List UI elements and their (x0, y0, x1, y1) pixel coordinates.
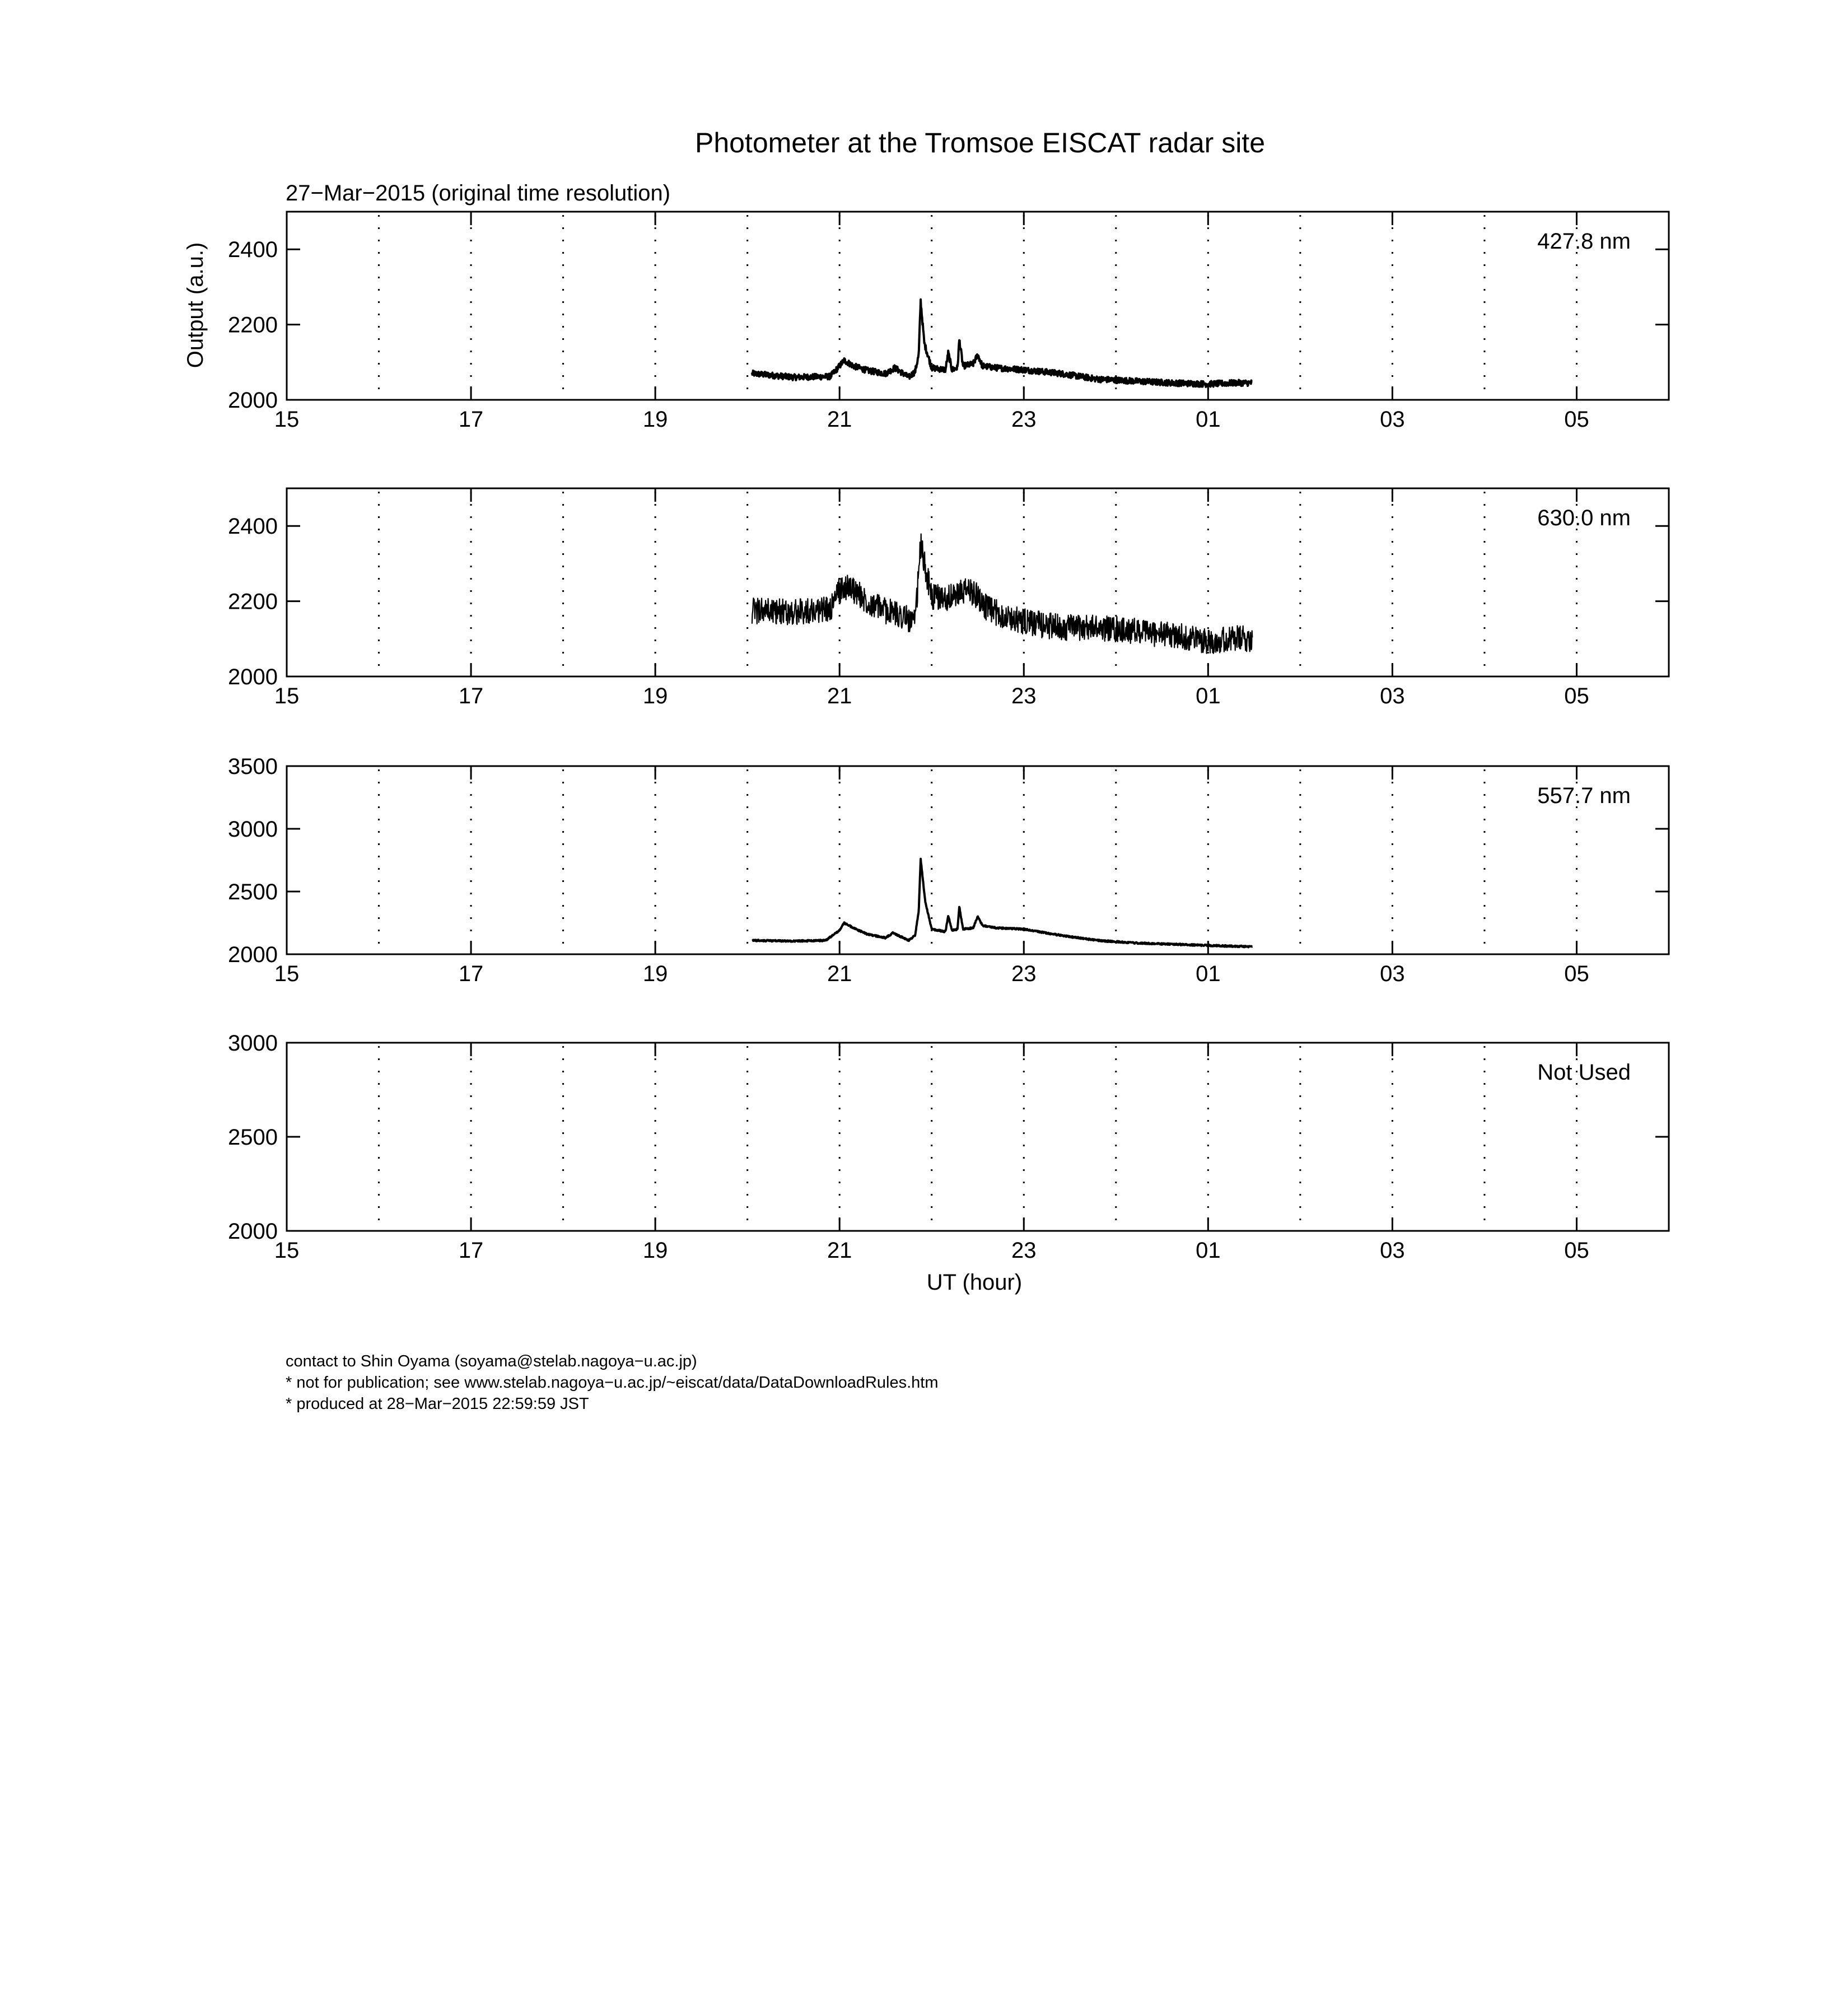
x-tick-label: 05 (1564, 962, 1589, 986)
y-tick-label: 3000 (228, 817, 278, 842)
x-tick-label: 01 (1196, 684, 1221, 708)
series-label-4278nm: 427.8 nm (1537, 229, 1631, 254)
x-tick-label: 05 (1564, 1238, 1589, 1263)
x-tick-label: 15 (274, 962, 300, 986)
x-tick-label: 03 (1380, 684, 1405, 708)
series-label-5577nm: 557.7 nm (1537, 783, 1631, 808)
panel-not-used (228, 1031, 1669, 1263)
x-tick-label: 15 (274, 1238, 300, 1263)
x-tick-label: 01 (1196, 407, 1221, 432)
figure-title: Photometer at the Tromsoe EISCAT radar site (694, 127, 1266, 158)
x-tick-label: 05 (1564, 407, 1589, 432)
y-tick-label: 2500 (228, 1125, 278, 1150)
axes-frame (287, 212, 1669, 400)
x-axis-label: UT (hour) (926, 1270, 1023, 1295)
y-axis-label: Output (a.u.) (183, 242, 208, 368)
data-trace-4278nm (752, 300, 1252, 387)
x-tick-label: 19 (642, 407, 668, 432)
x-tick-label: 15 (274, 407, 300, 432)
x-tick-label: 23 (1011, 962, 1037, 986)
y-tick-label: 2400 (228, 237, 278, 263)
panel-4278nm (228, 212, 1669, 432)
x-tick-label: 23 (1011, 684, 1037, 708)
x-tick-label: 17 (458, 684, 484, 708)
x-tick-label: 01 (1196, 962, 1221, 986)
x-tick-label: 21 (827, 962, 852, 986)
x-tick-label: 01 (1196, 1238, 1221, 1263)
y-tick-label: 2200 (228, 589, 278, 614)
y-tick-label: 2400 (228, 514, 278, 539)
y-tick-label: 2000 (228, 388, 278, 413)
data-trace-5577nm (752, 859, 1252, 948)
axes-frame (287, 488, 1669, 676)
y-tick-label: 2200 (228, 312, 278, 338)
x-tick-label: 03 (1380, 407, 1405, 432)
data-trace-6300nm (752, 534, 1252, 654)
x-tick-label: 17 (458, 1238, 484, 1263)
x-tick-label: 19 (642, 1238, 668, 1263)
panel-6300nm (228, 488, 1669, 708)
x-tick-label: 21 (827, 1238, 852, 1263)
axes-frame (287, 766, 1669, 954)
x-tick-label: 05 (1564, 684, 1589, 708)
series-label-not-used: Not Used (1537, 1060, 1631, 1085)
footer-publication-note: * not for publication; see www.stelab.nagoya−u.ac.jp/~eiscat/data/DataDownloadRules.htm (286, 1374, 939, 1392)
y-tick-label: 2000 (228, 665, 278, 689)
x-tick-label: 19 (642, 684, 668, 708)
panels-group (228, 212, 1669, 1263)
footer-contact: contact to Shin Oyama (soyama@stelab.nagoya−u.ac.jp) (286, 1352, 697, 1370)
y-tick-label: 2500 (228, 880, 278, 904)
series-label-6300nm: 630.0 nm (1537, 506, 1631, 530)
x-tick-label: 21 (827, 684, 852, 708)
x-tick-label: 15 (274, 684, 300, 708)
axes-frame (287, 1043, 1669, 1231)
panel-5577nm (228, 754, 1669, 986)
y-tick-label: 2000 (228, 942, 278, 967)
x-tick-label: 17 (458, 407, 484, 432)
y-tick-label: 2000 (228, 1219, 278, 1244)
x-tick-label: 23 (1011, 1238, 1037, 1263)
y-tick-label: 3500 (228, 754, 278, 779)
x-tick-label: 17 (458, 962, 484, 986)
footer-produced-at: * produced at 28−Mar−2015 22:59:59 JST (286, 1395, 589, 1413)
x-tick-label: 23 (1011, 407, 1037, 432)
x-tick-label: 03 (1380, 962, 1405, 986)
x-tick-label: 19 (642, 962, 668, 986)
x-tick-label: 03 (1380, 1238, 1405, 1263)
y-tick-label: 3000 (228, 1031, 278, 1056)
figure-subtitle: 27−Mar−2015 (original time resolution) (286, 181, 671, 206)
x-tick-label: 21 (827, 407, 852, 432)
